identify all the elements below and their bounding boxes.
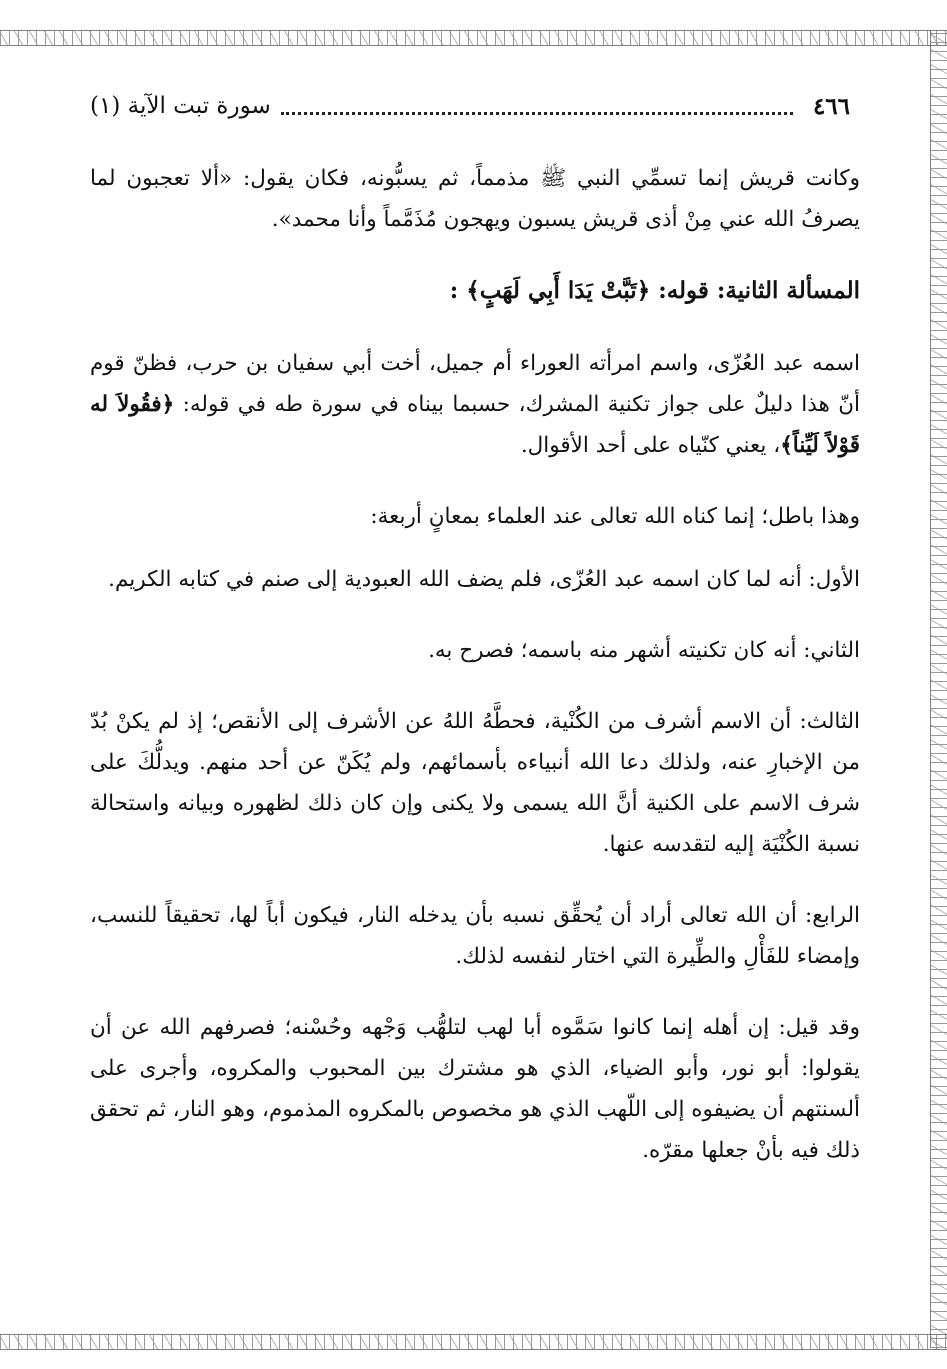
heading-colon: : [449,277,459,304]
paragraph: الرابع: أن الله تعالى أراد أن يُحقِّق نسبه بأن يدخله النار، فيكون أباً لها، تحقيقاً للنسب، وإمضاء للفَأْلِ والطِّيرة التي اختار لنفسه لذلك. [90,903,860,969]
running-title: سورة تبت الآية (١) [90,93,271,119]
page-body [90,158,860,1201]
paragraph: وقد قيل: إن أهله إنما كانوا سَمَّوه أبا لهب لتلهُّب وَجْهه وحُسْنه؛ فصرفهم الله عن أن يقولوا: أبو نور، وأبو الضياء، الذي هو مشترك بين المحبوب والمكروه، وأجرى على ألسنتهم أن يضيفوه إلى اللّهب الذي هو مخصوص بالمكروه المذموم، وهو النار، ثم تحقق ذلك فيه بأنْ جعلها مقرّه. [90,1015,860,1163]
decorative-border-top [0,30,947,46]
page-number: ٤٦٦ [812,92,850,120]
quran-verse: ﴿فقُولاَ له قَوْلاً لَيِّناً﴾ [90,392,860,458]
section-heading [90,270,860,311]
decorative-border-bottom [0,1334,947,1350]
header-dot-leader [281,98,793,115]
paragraph: الأول: أنه لما كان اسمه عبد العُزّى، فلم يضف الله العبودية إلى صنم في كتابه الكريم. [108,567,860,592]
paragraph-text-end: ، يعني كنّياه على أحد الأقوال. [520,433,781,458]
paragraph-text: اسمه عبد العُزّى، واسم امرأته العوراء أم جميل، أخت أبي سفيان بن حرب، فظنّ قوم أنّ هذا دليلٌ على جواز تكنية المشرك، حسبما بيناه في سورة طه في قوله: [90,351,860,417]
paragraph: الثالث: أن الاسم أشرف من الكُنْية، فحطَّهُ اللهُ عن الأشرف إلى الأنقص؛ إذ لم يكنْ بُدّ من الإخبارِ عنه، ولذلك دعا الله أنبياءه بأسمائهم، ولم يُكَنّ عن أحد منهم. ويدلُّكَ على شرف الاسم على الكنية أنَّ الله يسمى ولا يكنى وإن كان ذلك لظهوره وبيانه واستحالة نسبة الكُنْيَة إليه لتقدسه عنها. [90,709,860,857]
paragraph: وهذا باطل؛ إنما كناه الله تعالى عند العلماء بمعانٍ أربعة: [370,504,860,529]
decorative-border-right [930,30,947,1348]
heading-label: المسألة الثانية: قوله: [658,277,860,304]
paragraph: وكانت قريش إنما تسمِّي النبي ﷺ مذمماً، ثم يسبُّونه، فكان يقول: «ألا تعجبون لما يصرفُ الله عني مِنْ أذى قريش يسبون ويهجون مُذَمَّماً وأنا محمد». [90,166,860,232]
heading-quran-verse: ﴿تَبَّتْ يَدَا أَبِي لَهَبٍ﴾ [466,277,651,304]
book-page [60,70,860,1320]
page-header [90,86,850,126]
paragraph [90,343,860,466]
paragraph: الثاني: أنه كان تكنيته أشهر منه باسمه؛ فصرح به. [428,638,860,663]
